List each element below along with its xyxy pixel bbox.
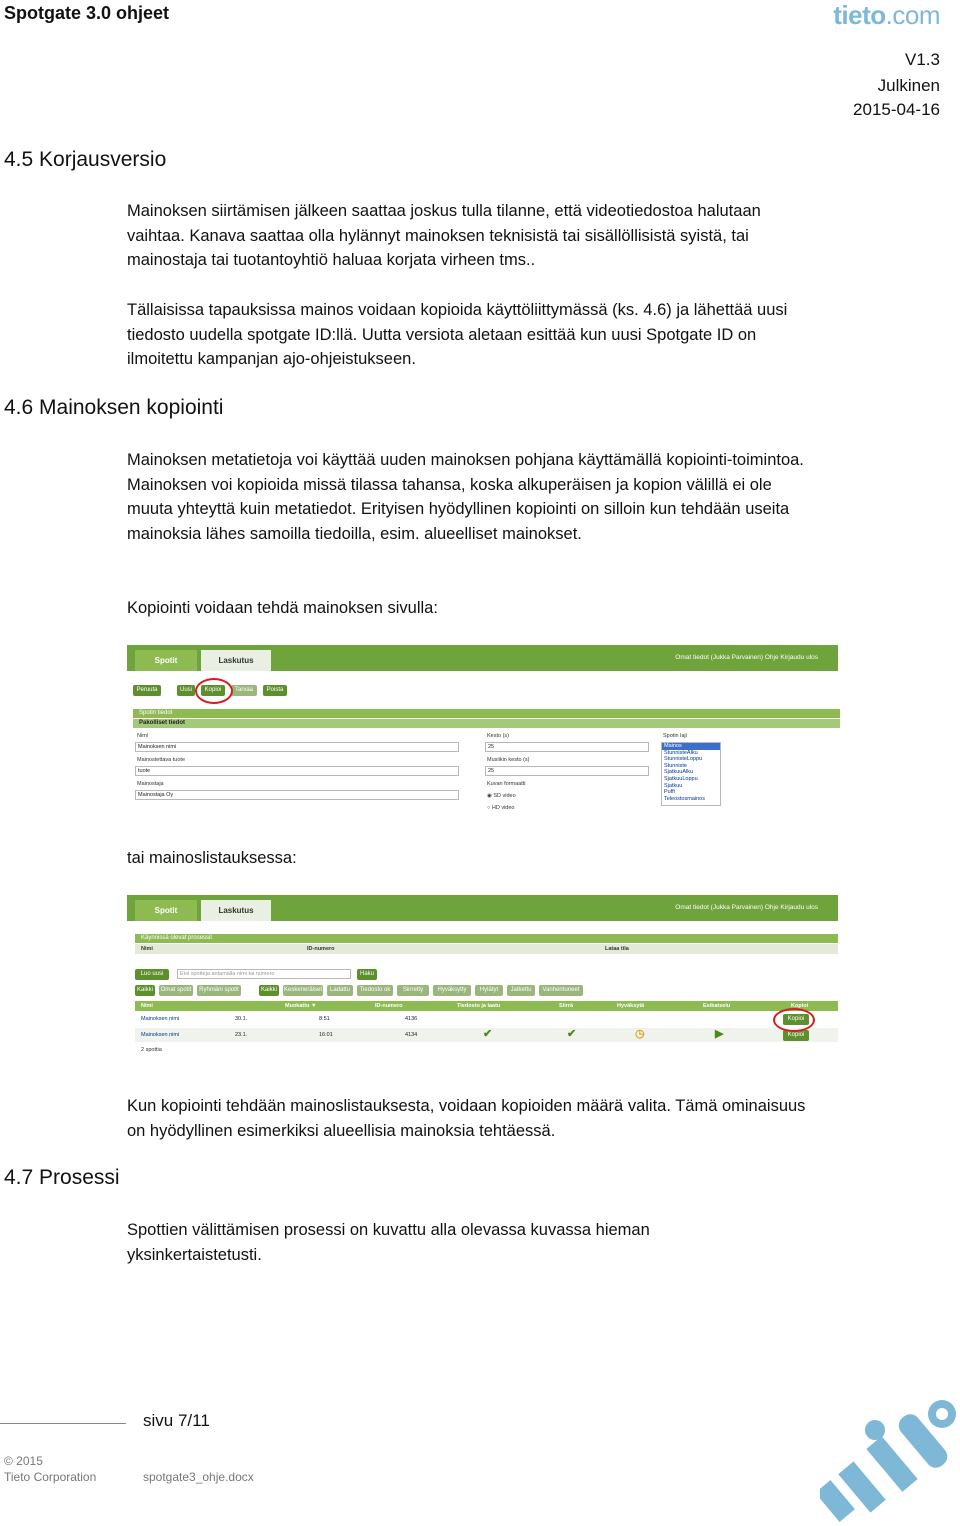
tab-laskutus[interactable]: Laskutus [201,650,271,671]
paragraph-text: Kopiointi voidaan tehdä mainoksen sivulla: [127,599,438,617]
play-icon[interactable]: ▶ [715,1028,724,1040]
spot-type-option[interactable]: Puffi [664,789,675,796]
duration-label: Kesto (s) [487,733,510,739]
filter-transferred[interactable]: Siirretty [397,985,429,996]
col-id[interactable]: ID-numero [375,1003,403,1009]
name-field[interactable]: Mainoksen nimi [135,742,459,752]
paragraph-text: tai mainoslistauksessa: [127,849,297,867]
music-duration-label: Musiikin kesto (s) [487,757,530,763]
create-new-button[interactable]: Luo uusi [135,969,169,980]
cancel-button[interactable]: Peruuta [133,685,161,696]
file-name: spotgate3_ohje.docx [143,1470,254,1484]
col-transfer[interactable]: Siirrä [559,1003,574,1009]
name-label: Nimi [137,733,148,739]
company-name: Tieto Corporation [4,1470,97,1484]
tieto-logo [833,0,940,31]
proc-col-status: Lataa tila [605,946,629,952]
filter-bar [135,985,835,996]
paragraph-4-6-3 [127,846,817,871]
status-label: Julkinen [877,76,940,95]
spot-type-label: Spotin laji [663,733,687,739]
app-topbar [127,645,838,671]
filter-own[interactable]: Omat spotit [159,985,193,996]
heading-4-6: 4.6 Mainoksen kopiointi [4,396,224,419]
archive-button[interactable]: Tarvaa [231,685,257,696]
spot-type-option[interactable]: Sjatkuu [664,782,683,789]
filter-all[interactable]: Kaikki [135,985,155,996]
table-row[interactable] [135,1028,838,1042]
spot-type-option[interactable]: Mainos [662,743,720,750]
band-spot-info: Spotin tiedot [133,709,840,718]
col-file-quality[interactable]: Tiedosto ja laatu [457,1003,501,1009]
paragraph-text: Kun kopiointi tehdään mainoslistauksesta, voidaan kopioiden määrä valita. Tämä ominaisuus on hyödyllinen esimerkiksi alueellisia mainoksia tehtäessä. [127,1097,806,1140]
check-icon: ✔ [483,1028,493,1040]
radio-sd[interactable]: ◉ SD video [487,793,516,799]
page-number: sivu 7/11 [143,1411,210,1430]
date-label: 2015-04-16 [853,100,940,119]
paragraph-4-6-4 [127,1094,817,1143]
music-duration-field[interactable]: 25 [485,766,649,776]
copy-button[interactable]: Kopioi [201,685,225,696]
tieto-brand-logo [820,1392,960,1526]
paragraph-text: Mainoksen siirtämisen jälkeen saattaa joskus tulla tilanne, että videotiedostoa halutaan vaihtaa. Kanava saattaa olla hylännyt mainoksen teknisistä tai sisällöllisistä syistä, tai mainostaja tai tuotantoyhtiö haluaa korjata virheen tms.. [127,202,761,270]
search-button[interactable]: Haku [357,969,377,980]
tab-spotit[interactable]: Spotit [135,650,197,671]
proc-col-id: ID-numero [307,946,335,952]
radio-hd-label: HD video [491,805,515,811]
advertiser-label: Mainostaja [137,781,164,787]
filter-continued[interactable]: Jatkettu [507,985,535,996]
highlight-circle [773,1008,815,1032]
row-date: 30.1. [235,1016,248,1022]
spot-type-option[interactable]: StunnisteLoppu [664,756,703,763]
screenshot-spot-list [127,895,838,1060]
row-id: 4134 [405,1032,418,1038]
radio-sd-label: SD video [493,793,516,799]
spot-type-option[interactable]: Stunniste [664,762,687,769]
filter-status-all[interactable]: Kaikki [259,985,279,996]
highlight-circle [195,678,233,704]
filter-rejected[interactable]: Hylätyt [475,985,503,996]
col-modified[interactable]: Muokattu ▼ [285,1003,317,1009]
user-links[interactable]: Omat tiedot (Jukka Parvainen) Ohje Kirjaudu ulos [675,654,818,661]
proc-col-name: Nimi [141,946,153,952]
format-label: Kuvan formaatti [487,781,526,787]
row-date: 23.1. [235,1032,248,1038]
heading-4-7: 4.7 Prosessi [4,1166,120,1189]
spot-type-option[interactable]: Teleostosmainos [664,795,705,802]
col-name[interactable]: Nimi [141,1003,153,1009]
logo-main: tieto [833,0,886,30]
spot-type-option[interactable]: StunnisteAlku [664,749,698,756]
col-approve[interactable]: Hyväksytä [617,1003,645,1009]
paragraph-text: Mainoksen metatietoja voi käyttää uuden mainoksen pohjana käyttämällä kopiointi-toimintoa. Mainoksen voi kopioida missä tilassa tahansa, koska alkuperäisen ja kopion välillä ei ole muuta yhteyttä kuin metatiedot. Erityisen hyödyllinen kopiointi on silloin kun tehdään useita mainoksia lähes samoilla tiedoilla, esim. alueelliset mainokset. [127,451,804,543]
spot-table-header [135,1001,838,1011]
user-links[interactable]: Omat tiedot (Jukka Parvainen) Ohje Kirjaudu ulos [675,904,818,911]
advertiser-field[interactable]: Mainostaja Oy [135,790,459,800]
search-input[interactable]: Etsi spotteja antamalla nimi tai numero [177,969,351,979]
col-preview[interactable]: Esikatselu [703,1003,731,1009]
process-table-header [135,944,838,954]
copyright: © 2015 [4,1454,43,1468]
version-label: V1.3 [905,50,940,69]
tab-spotit[interactable]: Spotit [135,900,197,921]
product-label: Mainostettava tuote [137,757,186,763]
spot-count: 2 spottia [141,1047,162,1053]
screenshot-spot-page [127,645,838,820]
filter-file-ok[interactable]: Tiedosto ok [357,985,393,996]
footer-divider [0,1423,126,1424]
check-icon: ✔ [567,1028,577,1040]
spot-type-option[interactable]: SjatkuuLoppu [664,775,698,782]
app-topbar [127,895,838,921]
row-time: 8:51 [319,1016,330,1022]
row-copy-button[interactable]: Kopioi [783,1030,809,1041]
paragraph-4-6-1 [127,448,817,546]
paragraph-text: Spottien välittämisen prosessi on kuvattu alla olevassa kuvassa hieman yksinkertaistetusti. [127,1221,650,1264]
new-button[interactable]: Uusi [177,685,195,696]
row-id: 4136 [405,1016,418,1022]
paragraph-text: Tällaisissa tapauksissa mainos voidaan kopioida käyttöliittymässä (ks. 4.6) ja lähettää uusi tiedosto uudella spotgate ID:llä. Uutta versiota aletaan esittää kun uusi Spotgate ID on ilmoitettu kampanjan ajo-ohjeistukseen. [127,301,788,369]
delete-button[interactable]: Poista [263,685,287,696]
row-name[interactable]: Mainoksen nimi [141,1032,180,1038]
paragraph-4-7-1 [127,1218,767,1267]
clock-icon: ◷ [635,1028,645,1040]
paragraph-4-5-2 [127,298,817,372]
band-processes: Käynnissä olevat prosessit [135,934,838,943]
filter-unfinished[interactable]: Keskeneräiset [283,985,323,996]
logo-shapes [820,1400,956,1522]
band-required: Pakolliset tiedot [133,719,840,728]
row-name[interactable]: Mainoksen nimi [141,1016,180,1022]
row-copy-button[interactable]: Kopioi [783,1014,809,1025]
col-copy[interactable]: Kopioi [791,1003,809,1009]
document-title: Spotgate 3.0 ohjeet [4,3,170,23]
filter-loaded[interactable]: Ladattu [327,985,353,996]
radio-hd[interactable]: ○ HD video [487,805,515,811]
spot-type-option[interactable]: SjatkuuAlku [664,769,694,776]
filter-group[interactable]: Ryhmäni spotit [197,985,241,996]
paragraph-4-6-2 [127,596,817,621]
spot-type-list[interactable] [661,742,721,806]
filter-approved[interactable]: Hyväksytty [433,985,471,996]
tab-laskutus[interactable]: Laskutus [201,900,271,921]
duration-field[interactable]: 25 [485,742,649,752]
filter-expired[interactable]: Vanhentuneet [539,985,583,996]
row-time: 16:01 [319,1032,333,1038]
paragraph-4-5-1 [127,199,817,273]
heading-4-5: 4.5 Korjausversio [4,148,167,171]
table-row[interactable] [135,1012,838,1026]
logo-suffix: .com [885,0,940,30]
product-field[interactable]: tuote [135,766,459,776]
